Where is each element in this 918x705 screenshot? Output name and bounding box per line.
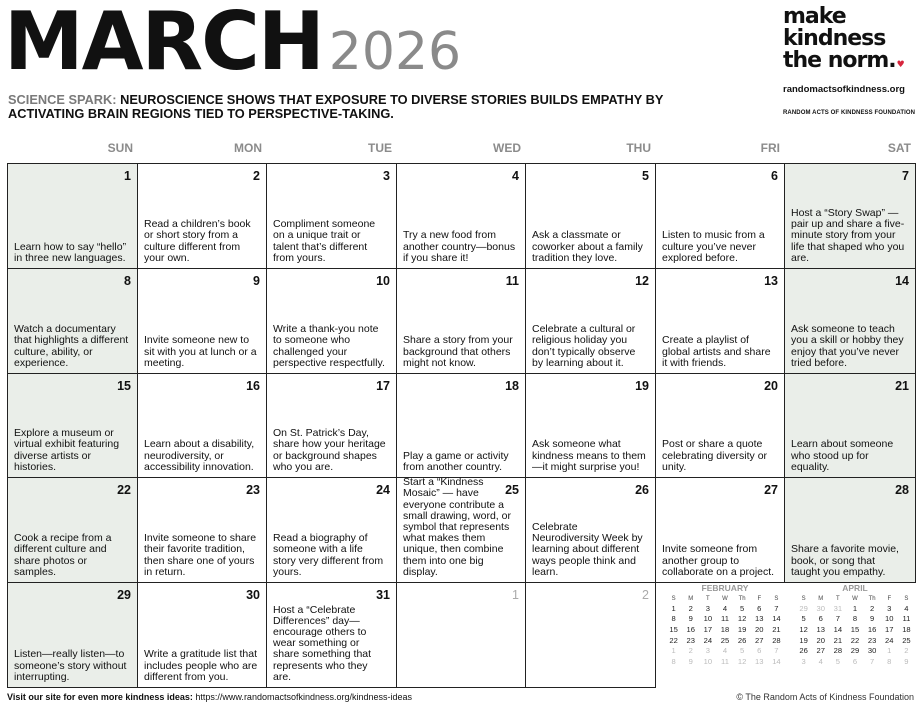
mini-day: 12 xyxy=(737,656,747,666)
weekday-sun: SUN xyxy=(107,141,133,155)
mini-day: 6 xyxy=(818,614,823,624)
mini-day: 9 xyxy=(904,656,909,666)
day-activity: Write a thank-you note to someone who challenged your perspective respectfully. xyxy=(273,323,385,369)
day-number: 28 xyxy=(895,483,909,497)
mini-day: 24 xyxy=(885,635,894,645)
calendar-day xyxy=(525,163,656,269)
mini-day: 15 xyxy=(850,624,860,634)
calendar-day xyxy=(266,268,397,374)
calendar-day xyxy=(7,163,138,269)
science-spark-text: NEUROSCIENCE SHOWS THAT EXPOSURE TO DIVERSE STORIES BUILDS EMPATHY BY ACTIVATING BRAIN REGIONS TIED TO PERSPECTIVE-TAKING. xyxy=(8,92,664,121)
mini-day: 13 xyxy=(816,624,825,634)
day-number: 4 xyxy=(512,169,519,183)
calendar-day xyxy=(396,268,526,374)
day-activity: On St. Patrick’s Day, share how your heritage or background shapes who you are. xyxy=(273,427,386,473)
day-number: 18 xyxy=(505,379,519,393)
day-activity: Celebrate Neurodiversity Week by learning about different ways people think and learn. xyxy=(532,520,643,578)
weekday-header xyxy=(7,141,915,157)
mini-day: 10 xyxy=(885,614,894,624)
weekday-thu: THU xyxy=(626,141,651,155)
mini-weekday: M xyxy=(688,595,694,602)
mini-day: 20 xyxy=(755,624,764,634)
mini-weekday: Th xyxy=(868,595,876,602)
mini-day: 11 xyxy=(721,614,729,624)
mini-weekday: S xyxy=(671,595,676,602)
mini-day: 25 xyxy=(720,635,730,645)
day-activity: Invite someone from another group to collaborate on a project. xyxy=(662,543,775,578)
mini-day: 29 xyxy=(799,603,808,613)
mini-day: 15 xyxy=(669,624,678,634)
mini-weekday: W xyxy=(722,595,728,602)
brand-url[interactable]: randomactsofkindness.org xyxy=(783,84,905,95)
mini-day: 9 xyxy=(870,614,875,624)
calendar-day xyxy=(266,582,397,688)
mini-day: 26 xyxy=(737,635,747,645)
mini-day: 3 xyxy=(801,656,806,666)
mini-day: 17 xyxy=(703,624,713,634)
mini-day: 8 xyxy=(671,614,676,624)
day-activity: Learn about a disability, neurodiversity, or accessibility innovation. xyxy=(144,438,255,473)
day-number: 21 xyxy=(895,379,909,393)
day-activity: Watch a documentary that highlights a different culture, ability, or experience. xyxy=(14,323,129,369)
mini-day: 4 xyxy=(904,603,909,613)
mini-calendar-week xyxy=(795,614,915,625)
mini-day: 10 xyxy=(703,656,713,666)
mini-day: 6 xyxy=(757,646,762,656)
calendar-day-next-month xyxy=(396,582,526,688)
calendar-day xyxy=(784,373,916,478)
mini-day: 6 xyxy=(757,603,762,613)
calendar-day xyxy=(784,163,916,269)
footer-note xyxy=(7,692,412,702)
mini-day: 14 xyxy=(772,614,781,624)
day-number: 5 xyxy=(642,169,649,183)
day-activity: Invite someone to share their favorite tradition, then share one of yours in return. xyxy=(144,532,257,578)
mini-weekday: W xyxy=(852,595,858,602)
mini-day: 5 xyxy=(835,656,840,666)
mini-day: 14 xyxy=(772,656,781,666)
mini-calendar-title: FEBRUARY xyxy=(701,583,749,593)
mini-day: 16 xyxy=(686,624,695,634)
day-number: 25 xyxy=(505,483,519,497)
mini-day: 7 xyxy=(774,603,779,613)
mini-calendar-week xyxy=(665,635,785,646)
mini-day: 5 xyxy=(740,603,745,613)
heart-icon: ♥ xyxy=(896,60,904,70)
mini-day: 2 xyxy=(688,646,693,656)
calendar-day xyxy=(784,268,916,374)
calendar-day xyxy=(137,582,267,688)
mini-calendar-week xyxy=(795,624,915,635)
mini-weekday: M xyxy=(818,595,824,602)
mini-day: 8 xyxy=(671,656,676,666)
mini-day: 27 xyxy=(816,646,825,656)
day-number: 7 xyxy=(902,169,909,183)
calendar-day xyxy=(396,163,526,269)
mini-day: 9 xyxy=(688,614,693,624)
mini-day: 6 xyxy=(852,656,858,666)
day-activity: Write a gratitude list that includes people who are different from you. xyxy=(144,648,258,683)
weekday-fri: FRI xyxy=(760,141,780,155)
calendar-day xyxy=(137,477,267,583)
mini-day: 22 xyxy=(850,635,860,645)
year-title: 2026 xyxy=(328,22,462,82)
day-number: 11 xyxy=(505,274,519,288)
mini-day: 17 xyxy=(885,624,894,634)
day-number: 23 xyxy=(246,483,260,497)
mini-weekday: S xyxy=(801,595,806,602)
day-number: 6 xyxy=(771,169,778,183)
calendar-day xyxy=(525,268,656,374)
day-number: 24 xyxy=(376,483,390,497)
calendar-day xyxy=(137,373,267,478)
day-activity: Learn about someone who stood up for equality. xyxy=(791,438,894,473)
day-activity: Listen to music from a culture you’ve never explored before. xyxy=(662,229,765,264)
calendar-day xyxy=(525,373,656,478)
mini-day: 11 xyxy=(902,614,911,624)
mini-day: 7 xyxy=(870,656,875,666)
mini-weekday: F xyxy=(757,595,762,602)
mini-day: 7 xyxy=(835,614,840,624)
mini-day: 5 xyxy=(740,646,745,656)
brand-foundation: RANDOM ACTS OF KINDNESS FOUNDATION xyxy=(783,110,916,116)
weekday-sat: SAT xyxy=(887,141,911,155)
calendar-day xyxy=(266,373,397,478)
mini-calendar-title: APRIL xyxy=(842,583,868,593)
day-number: 19 xyxy=(635,379,649,393)
day-number: 16 xyxy=(246,379,260,393)
mini-day: 3 xyxy=(705,646,710,656)
day-number: 10 xyxy=(376,274,390,288)
day-activity: Ask a classmate or coworker about a family tradition they love. xyxy=(532,229,643,264)
day-number: 12 xyxy=(635,274,649,288)
footer-link[interactable]: https://www.randomactsofkindness.org/kindness-ideas xyxy=(195,692,413,702)
science-spark-label: SCIENCE SPARK: xyxy=(8,92,117,107)
mini-day: 23 xyxy=(867,635,877,645)
brand-tagline-line3 xyxy=(783,50,915,76)
day-number: 15 xyxy=(117,379,131,393)
day-activity: Host a “Celebrate Differences” day—encourage others to wear something or share something that represents who they are. xyxy=(273,603,372,683)
mini-calendars xyxy=(655,583,915,687)
mini-calendar-week xyxy=(665,614,785,625)
mini-day: 2 xyxy=(870,603,875,613)
science-spark xyxy=(8,93,688,121)
day-number: 8 xyxy=(124,274,131,288)
mini-day: 24 xyxy=(703,635,713,645)
mini-calendar-header-row xyxy=(795,594,915,603)
day-activity: Post or share a quote celebrating diversity or unity. xyxy=(662,438,768,473)
brand-logo[interactable] xyxy=(783,6,915,116)
mini-calendar-week xyxy=(665,645,785,656)
mini-day: 23 xyxy=(686,635,695,645)
mini-calendar-table xyxy=(665,594,785,667)
mini-day: 22 xyxy=(669,635,678,645)
day-number: 2 xyxy=(253,169,260,183)
mini-day: 1 xyxy=(887,646,892,656)
calendar-day xyxy=(655,373,785,478)
day-activity: Ask someone what kindness means to them—it might surprise you! xyxy=(532,438,646,473)
mini-weekday: S xyxy=(904,595,909,602)
mini-calendar-week xyxy=(795,645,915,656)
mini-day: 5 xyxy=(801,614,806,624)
day-activity: Read a children’s book or short story from a culture different from your own. xyxy=(144,218,251,264)
mini-day: 1 xyxy=(671,603,676,613)
day-number: 13 xyxy=(764,274,778,288)
day-activity: Start a “Kindness Mosaic” — have everyone contribute a small drawing, word, or symbol that represents what makes them unique, then combine them into one big display. xyxy=(403,476,511,578)
mini-weekday: Th xyxy=(738,595,746,602)
weekday-mon: MON xyxy=(234,141,262,155)
day-activity: Play a game or activity from another country. xyxy=(403,449,509,473)
mini-day: 1 xyxy=(852,603,858,613)
day-activity: Learn how to say “hello” in three new languages. xyxy=(14,240,127,264)
day-number: 26 xyxy=(635,483,649,497)
calendar-day xyxy=(266,163,397,269)
day-number: 1 xyxy=(124,169,131,183)
mini-day: 1 xyxy=(671,646,676,656)
mini-day: 4 xyxy=(722,603,728,613)
day-activity: Share a story from your background that others might not know. xyxy=(403,334,513,369)
mini-day: 2 xyxy=(688,603,693,613)
day-activity: Invite someone new to sit with you at lunch or a meeting. xyxy=(144,334,257,369)
mini-day: 14 xyxy=(833,624,843,634)
day-activity: Cook a recipe from a different culture and share photos or samples. xyxy=(14,532,112,578)
mini-calendar-week xyxy=(795,603,915,614)
brand-tagline-line2: kindness xyxy=(783,26,886,51)
mini-day: 8 xyxy=(852,614,858,624)
day-number: 31 xyxy=(376,588,390,602)
mini-weekday: T xyxy=(706,595,710,602)
day-number: 1 xyxy=(512,588,519,602)
mini-weekday: F xyxy=(887,595,892,602)
mini-day: 18 xyxy=(720,624,730,634)
day-number: 27 xyxy=(764,483,778,497)
mini-day: 12 xyxy=(799,624,808,634)
calendar-day xyxy=(7,373,138,478)
footer-label: Visit our site for even more kindness ideas: xyxy=(7,692,193,702)
calendar-day xyxy=(655,477,785,583)
calendar-title xyxy=(4,0,461,90)
mini-day: 7 xyxy=(774,646,779,656)
day-activity: Try a new food from another country—bonus if you share it! xyxy=(403,229,516,264)
mini-day: 28 xyxy=(833,646,843,656)
mini-day: 3 xyxy=(705,603,710,613)
calendar-day xyxy=(137,268,267,374)
mini-calendar-week xyxy=(795,635,915,646)
mini-day: 11 xyxy=(721,656,729,666)
mini-day: 30 xyxy=(867,646,877,656)
brand-tagline-line3-text: the norm. xyxy=(783,48,896,73)
day-activity: Host a “Story Swap” — pair up and share a five-minute story from your life that shaped who you are. xyxy=(791,206,905,264)
mini-calendar-week xyxy=(665,603,785,614)
day-number: 22 xyxy=(117,483,131,497)
calendar-day xyxy=(396,477,526,583)
day-number: 3 xyxy=(383,169,390,183)
day-number: 9 xyxy=(253,274,260,288)
month-title: MARCH xyxy=(4,0,323,88)
calendar-day xyxy=(396,373,526,478)
day-number: 20 xyxy=(764,379,778,393)
mini-day: 30 xyxy=(816,603,825,613)
mini-day: 8 xyxy=(887,656,892,666)
mini-day: 3 xyxy=(887,603,892,613)
day-activity: Listen—really listen—to someone’s story without interrupting. xyxy=(14,648,127,683)
mini-weekday: T xyxy=(836,595,840,602)
calendar-day xyxy=(7,268,138,374)
mini-calendar-table xyxy=(795,594,915,667)
mini-day: 16 xyxy=(867,624,877,634)
calendar-day xyxy=(137,163,267,269)
mini-day: 20 xyxy=(816,635,825,645)
mini-calendar-header-row xyxy=(665,594,785,603)
mini-day: 28 xyxy=(772,635,781,645)
day-number: 29 xyxy=(117,588,131,602)
mini-day: 13 xyxy=(755,656,764,666)
day-activity: Explore a museum or virtual exhibit featuring diverse artists or histories. xyxy=(14,427,120,473)
day-activity: Ask someone to teach you a skill or hobby they enjoy that you’ve never tried before. xyxy=(791,323,904,369)
mini-day: 29 xyxy=(850,646,860,656)
day-number: 17 xyxy=(376,379,390,393)
mini-calendar-week xyxy=(665,624,785,635)
mini-day: 9 xyxy=(688,656,693,666)
day-activity: Compliment someone on a unique trait or talent that’s different from yours. xyxy=(273,218,376,264)
mini-day: 27 xyxy=(755,635,764,645)
calendar-day xyxy=(655,163,785,269)
mini-day: 21 xyxy=(772,624,781,634)
mini-day: 2 xyxy=(904,646,909,656)
copyright: © The Random Acts of Kindness Foundation xyxy=(736,692,914,702)
weekday-wed: WED xyxy=(493,141,521,155)
day-activity: Read a biography of someone with a life story very different from yours. xyxy=(273,532,384,578)
mini-day: 25 xyxy=(902,635,911,645)
mini-day: 10 xyxy=(703,614,713,624)
mini-calendar-april xyxy=(795,583,915,667)
day-number: 30 xyxy=(246,588,260,602)
mini-day: 26 xyxy=(799,646,808,656)
calendar-day-next-month xyxy=(525,582,656,688)
mini-day: 19 xyxy=(799,635,808,645)
mini-calendar-week xyxy=(795,656,915,667)
mini-day: 13 xyxy=(755,614,764,624)
mini-weekday: S xyxy=(774,595,779,602)
calendar-day xyxy=(655,268,785,374)
day-activity: Share a favorite movie, book, or song that taught you empathy. xyxy=(791,543,899,578)
mini-calendar-february xyxy=(665,583,785,667)
brand-tagline-line1: make xyxy=(783,4,846,29)
calendar-day xyxy=(525,477,656,583)
calendar-day xyxy=(7,582,138,688)
calendar-day xyxy=(784,477,916,583)
mini-day: 4 xyxy=(818,656,823,666)
calendar-day xyxy=(7,477,138,583)
day-activity: Create a playlist of global artists and share it with friends. xyxy=(662,334,771,369)
day-number: 2 xyxy=(642,588,649,602)
mini-day: 18 xyxy=(902,624,911,634)
mini-calendar-week xyxy=(665,656,785,667)
mini-day: 19 xyxy=(737,624,747,634)
mini-day: 21 xyxy=(833,635,843,645)
mini-day: 31 xyxy=(833,603,843,613)
calendar-day xyxy=(266,477,397,583)
day-number: 14 xyxy=(895,274,909,288)
day-activity: Celebrate a cultural or religious holiday you don’t typically observe by learning about it. xyxy=(532,323,636,369)
weekday-tue: TUE xyxy=(368,141,392,155)
mini-day: 4 xyxy=(722,646,728,656)
mini-day: 12 xyxy=(737,614,747,624)
